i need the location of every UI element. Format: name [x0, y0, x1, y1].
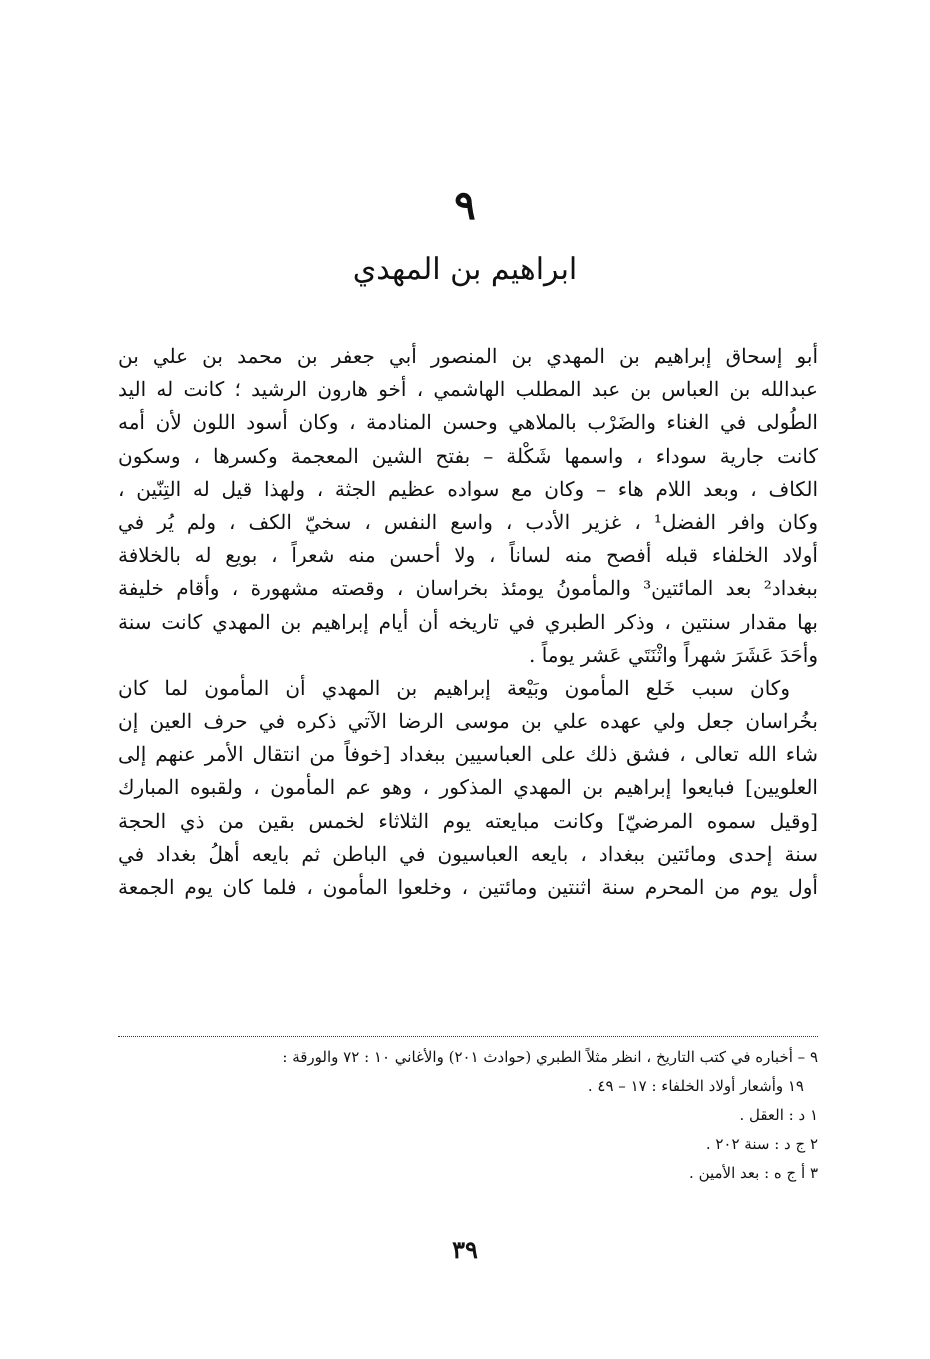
footnote-divider [118, 1036, 818, 1037]
body-line: الطُولى في الغناء والضَرْب بالملاهي وحسن المنادمة ، وكان أسود اللون لأن أمه [118, 410, 818, 435]
body-line: ببغداد² بعد المائتين³ والمأمونُ يومئذ بخراسان ، وقصته مشهورة ، وأقام خليفة [118, 576, 818, 601]
footnote: ٢ ج د : سنة ٢٠٢ . [705, 1135, 818, 1153]
body-line: عبدالله بن العباس بن عبد المطلب الهاشمي ، أخو هارون الرشيد ؛ كانت له اليد [118, 377, 818, 402]
body-line: أول يوم من المحرم سنة اثنتين ومائتين ، وخلعوا المأمون ، فلما كان يوم الجمعة [118, 875, 818, 899]
body-line: وكان وافر الفضل¹ ، غزير الأدب ، واسع النفس ، سخيّ الكف ، ولم يُر في [118, 509, 818, 534]
chapter-title: ابراهيم بن المهدي [352, 252, 578, 287]
body-line: وأحَدَ عَشَرَ شهراً واثْنَتَي عَشر يوماً . [529, 642, 818, 667]
body-line: بخُراسان جعل ولي عهده علي بن موسى الرضا الآتي ذكره في حرف العين إن [118, 709, 818, 734]
body-line: العلويين] فبايعوا إبراهيم بن المهدي المذكور ، وهو عم المأمون ، ولقبوه المبارك [118, 775, 818, 800]
footnote: ٩ – أخباره في كتب التاريخ ، انظر مثلاً الطبري (حوادث ٢٠١) والأغاني ١٠ : ٧٢ والورقة : [282, 1048, 818, 1066]
body-line: شاء الله تعالى ، فشق ذلك على العباسيين ببغداد [خوفاً من انتقال الأمر عنهم إلى [118, 742, 818, 767]
body-text [118, 340, 818, 904]
body-line: [وقيل سموه المرضيّ] وكانت مبايعته يوم الثلاثاء لخمس بقين من ذي الحجة [118, 808, 818, 833]
footnote: ٣ أ ج ه : بعد الأمين . [689, 1164, 818, 1182]
body-line: بها مقدار سنتين ، وذكر الطبري في تاريخه أن أيام إبراهيم بن المهدي كانت سنة [118, 609, 818, 634]
footnote: ١٩ وأشعار أولاد الخلفاء : ١٧ – ٤٩ . [587, 1077, 804, 1095]
page-number: ٣٩ [452, 1235, 478, 1264]
body-line: الكاف ، وبعد اللام هاء – وكان مع سواده عظيم الجثة ، ولهذا قيل له التِنّين ، [118, 476, 818, 501]
body-line: كانت جارية سوداء ، واسمها شَكْلة – بفتح الشين المعجمة وكسرها ، وسكون [118, 443, 818, 468]
body-line: سنة إحدى ومائتين ببغداد ، بايعه العباسيون في الباطن ثم بايعه أهلُ بغداد في [118, 841, 818, 866]
body-line: وكان سبب خَلع المأمون وبَيْعة إبراهيم بن المهدي أن المأمون لما كان [118, 675, 790, 700]
chapter-number: ٩ [454, 182, 476, 229]
footnotes [118, 1043, 818, 1188]
body-line: أبو إسحاق إبراهيم بن المهدي بن المنصور أبي جعفر بن محمد بن علي بن [118, 344, 818, 368]
body-line: أولاد الخلفاء قبله أفصح منه لساناً ، ولا أحسن منه شعراً ، بويع له بالخلافة [118, 543, 818, 568]
footnote: ١ د : العقل . [739, 1106, 818, 1124]
